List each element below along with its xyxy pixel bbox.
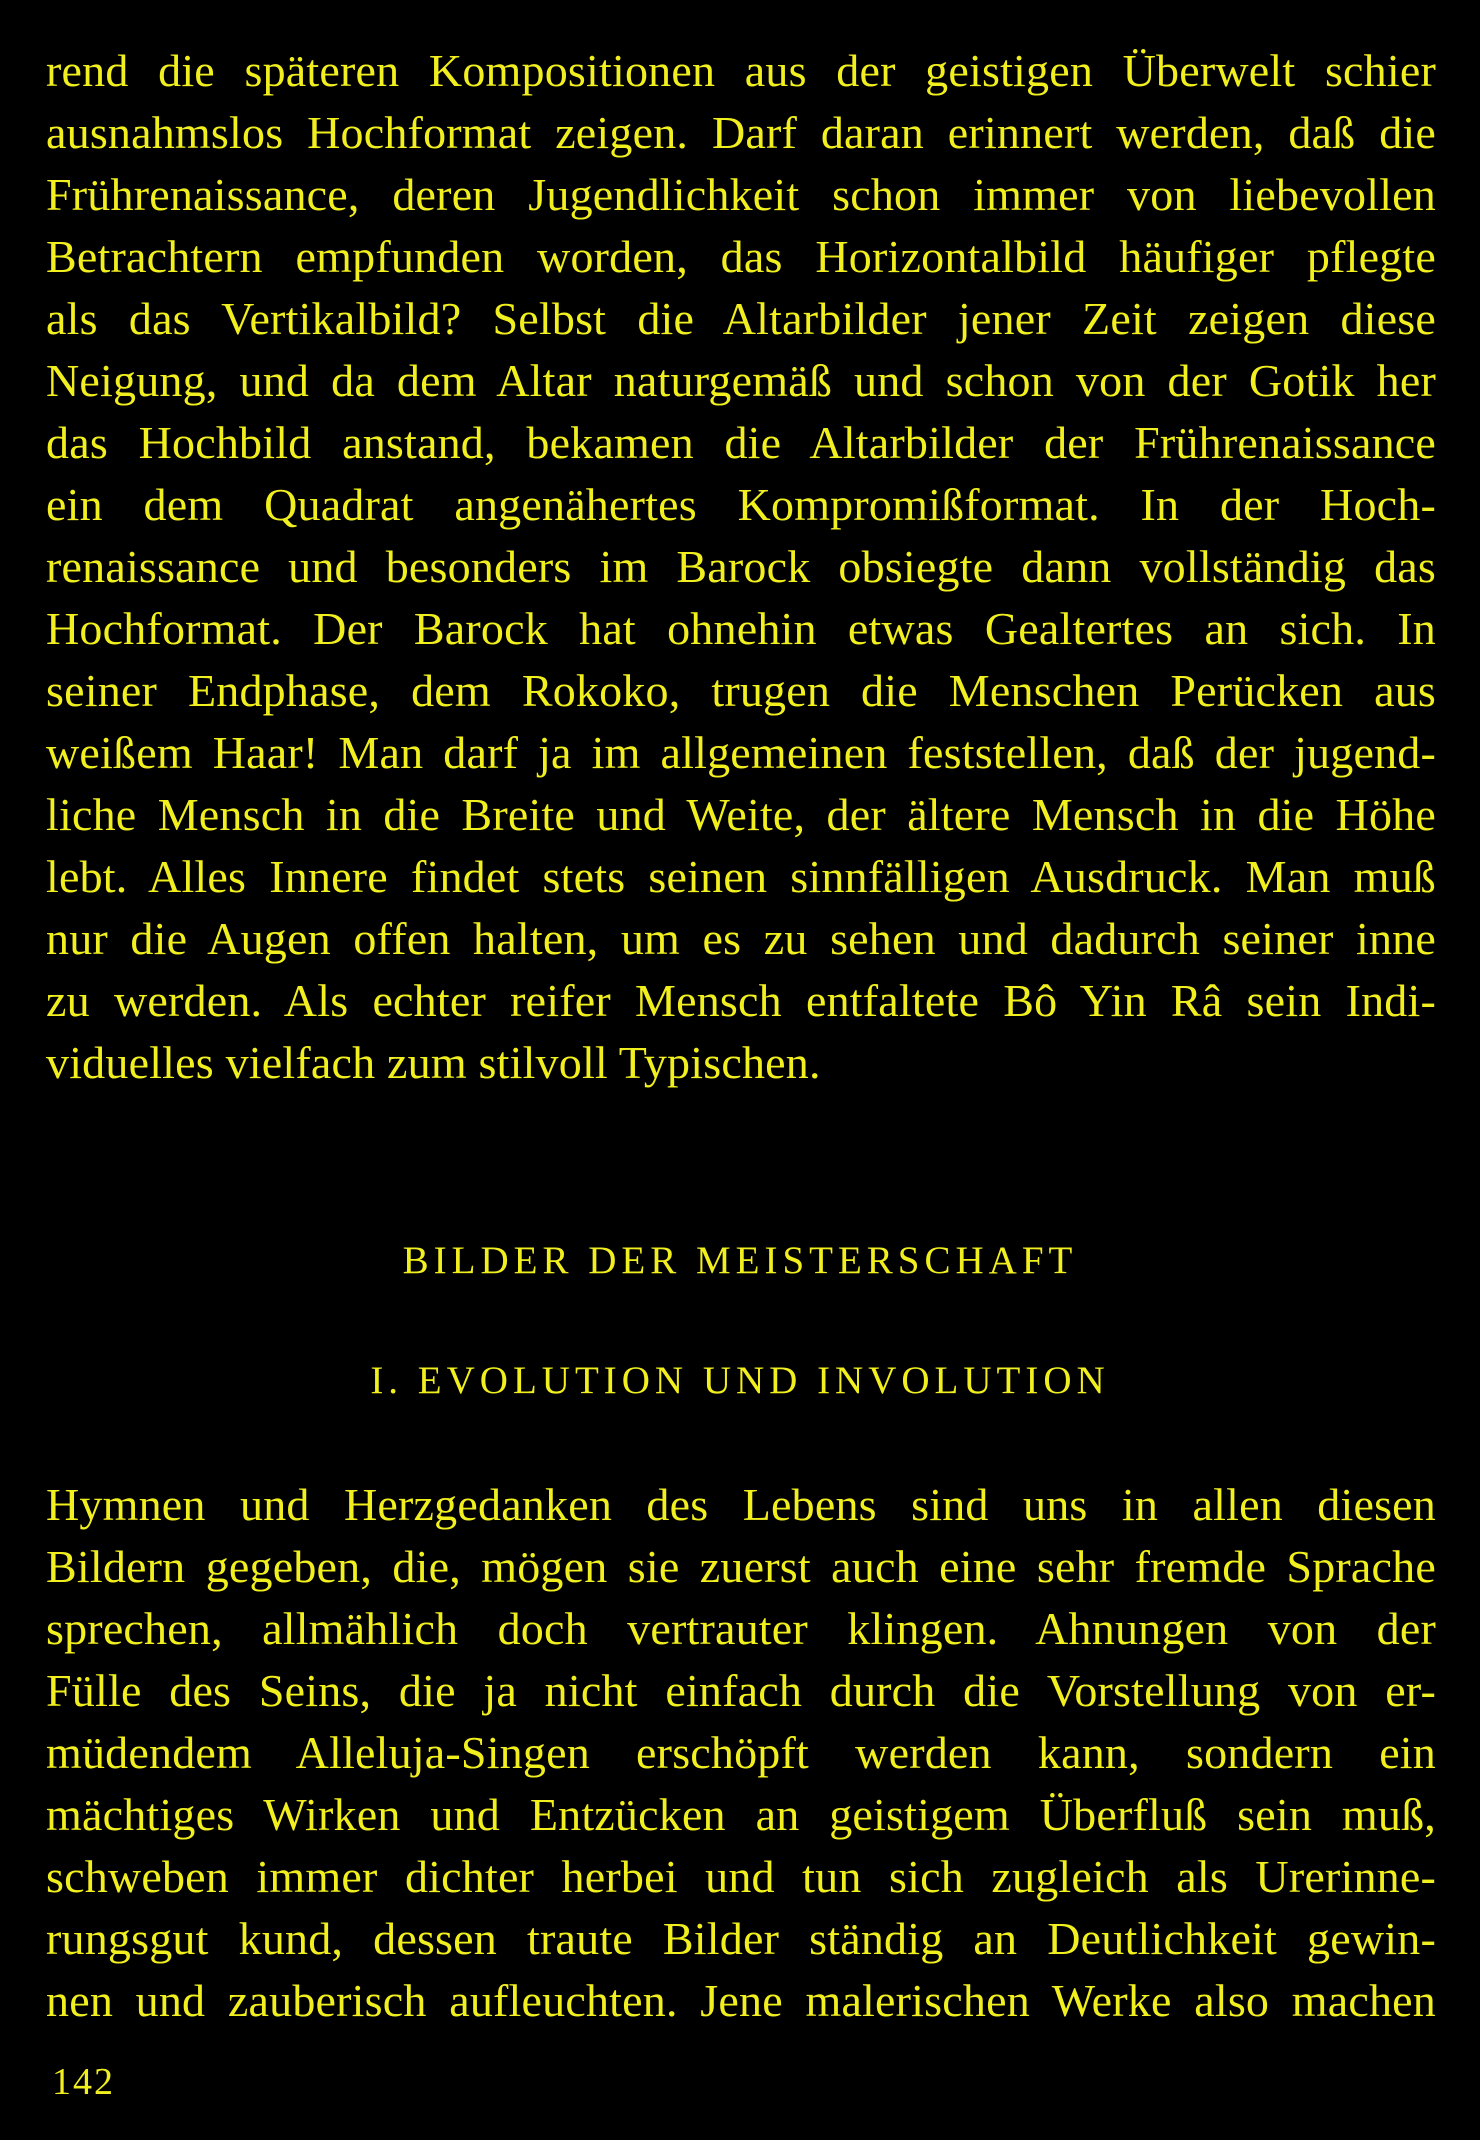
text-line: ein dem Quadrat angenähertes Kompromißformat. In der Hoch- (46, 479, 1436, 530)
text-line: Fülle des Seins, die ja nicht einfach durch die Vorstellung von er- (46, 1665, 1436, 1716)
text-line: Betrachtern empfunden worden, das Horizontalbild häufiger pflegte (46, 231, 1436, 282)
text-line: Bildern gegeben, die, mögen sie zuerst auch eine sehr fremde Sprache (46, 1541, 1436, 1592)
section-heading: BILDER DER MEISTERSCHAFT (402, 1239, 1078, 1282)
text-line: weißem Haar! Man darf ja im allgemeinen feststellen, daß der jugend- (46, 727, 1436, 778)
text-line: müdendem Alleluja-Singen erschöpft werden kann, sondern ein (46, 1727, 1436, 1778)
text-line: liche Mensch in die Breite und Weite, der ältere Mensch in die Höhe (46, 789, 1436, 840)
text-line: als das Vertikalbild? Selbst die Altarbilder jener Zeit zeigen diese (46, 293, 1436, 344)
subsection-heading: I. EVOLUTION UND INVOLUTION (370, 1359, 1110, 1402)
paragraph-bottom (46, 1474, 1436, 2032)
text-line: Neigung, und da dem Altar naturgemäß und schon von der Gotik her (46, 355, 1436, 406)
text-line: schweben immer dichter herbei und tun sich zugleich als Urerinne- (46, 1851, 1436, 1902)
text-line: Frührenaissance, deren Jugendlichkeit schon immer von liebevollen (46, 169, 1436, 220)
text-line: Hymnen und Herzgedanken des Lebens sind uns in allen diesen (46, 1479, 1436, 1530)
text-line: lebt. Alles Innere findet stets seinen sinnfälligen Ausdruck. Man muß (46, 851, 1436, 902)
text-line: renaissance und besonders im Barock obsiegte dann vollständig das (46, 541, 1436, 592)
text-line: seiner Endphase, dem Rokoko, trugen die Menschen Perücken aus (46, 665, 1436, 716)
text-line: rend die späteren Kompositionen aus der geistigen Überwelt schier (46, 45, 1436, 96)
text-line: nen und zauberisch aufleuchten. Jene malerischen Werke also machen (46, 1975, 1436, 2026)
text-line: zu werden. Als echter reifer Mensch entfaltete Bô Yin Râ sein Indi- (46, 975, 1436, 1026)
text-line: Hochformat. Der Barock hat ohnehin etwas Gealtertes an sich. In (46, 603, 1436, 654)
text-line: das Hochbild anstand, bekamen die Altarbilder der Frührenaissance (46, 417, 1436, 468)
text-line: ausnahmslos Hochformat zeigen. Darf daran erinnert werden, daß die (46, 107, 1436, 158)
text-line: viduelles vielfach zum stilvoll Typischen. (46, 1037, 821, 1088)
text-line: mächtiges Wirken und Entzücken an geistigem Überfluß sein muß, (46, 1789, 1436, 1840)
page-number: 142 (52, 2061, 115, 2103)
text-line: rungsgut kund, dessen traute Bilder ständig an Deutlichkeit gewin- (46, 1913, 1436, 1964)
text-line: sprechen, allmählich doch vertrauter klingen. Ahnungen von der (46, 1603, 1436, 1654)
text-line: nur die Augen offen halten, um es zu sehen und dadurch seiner inne (46, 913, 1436, 964)
paragraph-top (46, 40, 1436, 1094)
